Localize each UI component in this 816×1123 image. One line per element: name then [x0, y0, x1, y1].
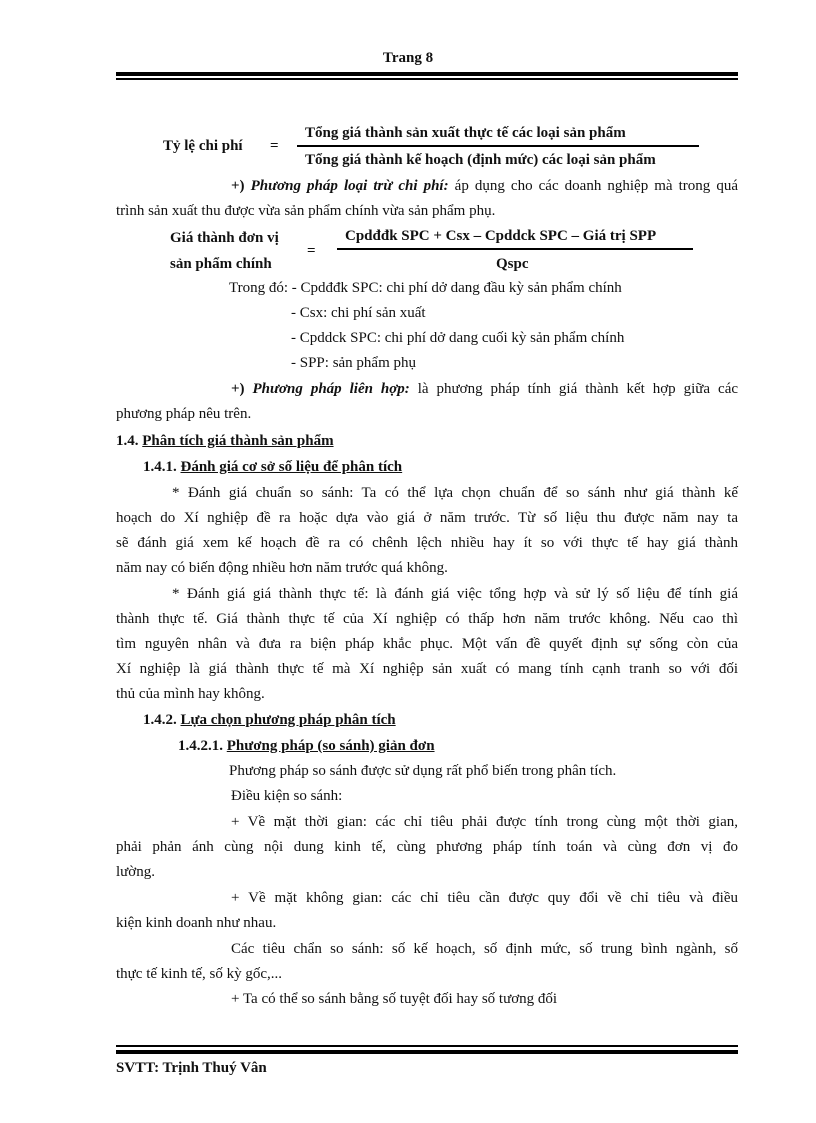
formula2-denominator: Qspc	[496, 256, 529, 272]
para-loai-tru-method: Phương pháp loại trừ chi phí:	[250, 178, 449, 194]
legend-item: - SPP: sản phẩm phụ	[291, 355, 417, 371]
section-1-4-2-1-number: 1.4.2.1.	[178, 738, 223, 754]
thoi-gian-line: lường.	[116, 864, 155, 880]
section-1-4-1-title: Đánh giá cơ sở số liệu để phân tích	[180, 459, 403, 475]
thoi-gian-line: phải phản ánh cùng nội dung kinh tế, cùng phương pháp tính toán và cùng đơn vị đo	[116, 839, 738, 855]
para-loai-tru-prefix: +)	[231, 178, 245, 194]
para-chuan-line: sẽ đánh giá xem kế hoạch đề ra có chênh lệch nhiều hay ít so với thực tế hay giá thành	[116, 535, 738, 551]
formula1-fraction-bar	[297, 145, 699, 147]
para-thuc-te-line: Xí nghiệp là giá thành thực tế mà Xí nghiệp sản xuất có mang tính cạnh tranh so với đối	[116, 661, 738, 677]
section-1-4-2-number: 1.4.2.	[143, 712, 177, 728]
section-1-4-2-heading	[143, 711, 396, 729]
formula2-label-line1: Giá thành đơn vị	[170, 230, 279, 246]
section-1-4-1-heading	[143, 458, 402, 476]
header-rule-thick	[116, 72, 738, 76]
para-loai-tru-text1: áp dụng cho các doanh nghiệp mà trong quá	[454, 178, 739, 194]
formula1-equals: =	[270, 138, 279, 154]
para-lien-hop-method: Phương pháp liên hợp:	[252, 381, 410, 397]
footer-rule-thin	[116, 1045, 738, 1047]
para-loai-tru-line2: trình sản xuất thu được vừa sản phẩm chính vừa sản phẩm phụ.	[116, 203, 496, 219]
tuyet-doi-line: + Ta có thể so sánh bằng số tuyệt đối hay số tương đối	[231, 991, 558, 1007]
para-lien-hop-text1: là phương pháp tính giá thành kết hợp giữa các	[417, 381, 739, 397]
formula1-numerator: Tổng giá thành sản xuất thực tế các loại sản phẩm	[305, 125, 626, 141]
legend-intro: Trong đó: - Cpdđđk SPC: chi phí dở dang đầu kỳ sản phẩm chính	[229, 280, 622, 296]
para-chuan-line: hoạch do Xí nghiệp đề ra hoặc dựa vào giá ở năm trước. Từ số liệu thu được năm nay ta	[116, 510, 738, 526]
para-lien-hop-line2: phương pháp nêu trên.	[116, 406, 252, 422]
section-1-4-1-number: 1.4.1.	[143, 459, 177, 475]
formula2-fraction-bar	[337, 248, 693, 250]
formula2-numerator: Cpdđđk SPC + Csx – Cpddck SPC – Giá trị SPP	[345, 228, 657, 244]
section-1-4-title: Phân tích giá thành sản phẩm	[142, 433, 334, 449]
para-lien-hop-line1	[231, 380, 738, 398]
section-1-4-2-1-title: Phương pháp (so sánh) giản đơn	[226, 738, 435, 754]
para-thuc-te-line: thủ của mình hay không.	[116, 686, 265, 702]
para-loai-tru-line1	[231, 177, 738, 195]
para-thuc-te-line: tìm nguyên nhân và đưa ra biện pháp khắc phục. Một vấn đề quyết định sự sống còn của	[116, 636, 738, 652]
para-chuan-line: năm nay có biến động nhiều hơn năm trước quá không.	[116, 560, 448, 576]
section-1-4-number: 1.4.	[116, 433, 139, 449]
formula1-denominator: Tổng giá thành kế hoạch (định mức) các loại sản phẩm	[305, 152, 656, 168]
legend-item: - Csx: chi phí sản xuất	[291, 305, 426, 321]
para-thuc-te-line: thành thực tế. Giá thành thực tế của Xí nghiệp có thấp hơn năm trước không. Nếu cao thì	[116, 611, 738, 627]
section-1-4-2-1-heading	[178, 737, 435, 755]
section-1-4-2-title: Lựa chọn phương pháp phân tích	[180, 712, 396, 728]
formula2-equals: =	[307, 243, 316, 259]
footer-rule-thick	[116, 1050, 738, 1054]
footer-author: SVTT: Trịnh Thuý Vân	[116, 1060, 267, 1076]
formula2-label-line2: sản phẩm chính	[170, 256, 272, 272]
thoi-gian-line: + Về mặt thời gian: các chỉ tiêu phải được tính trong cùng một thời gian,	[231, 814, 738, 830]
header-rule-thin	[116, 78, 738, 80]
formula1-label: Tỷ lệ chi phí	[163, 138, 243, 154]
section-1-4-heading	[116, 432, 334, 450]
body-line: Điều kiện so sánh:	[231, 788, 343, 804]
body-line: Phương pháp so sánh được sử dụng rất phổ biến trong phân tích.	[229, 763, 617, 779]
para-lien-hop-prefix: +)	[231, 381, 245, 397]
tieu-chuan-line: thực tế kinh tế, số kỳ gốc,...	[116, 966, 283, 982]
legend-item: - Cpddck SPC: chi phí dở dang cuối kỳ sản phẩm chính	[291, 330, 625, 346]
para-thuc-te-line: * Đánh giá giá thành thực tế: là đánh giá việc tổng hợp và sử lý số liệu để tính giá	[172, 586, 738, 602]
khong-gian-line: + Về mặt không gian: các chỉ tiêu cần được quy đổi về chỉ tiêu và điều	[231, 890, 738, 906]
para-chuan-line: * Đánh giá chuẩn so sánh: Ta có thể lựa chọn chuẩn để so sánh như giá thành kế	[172, 485, 738, 501]
page-header-label: Trang 8	[382, 50, 434, 66]
khong-gian-line: kiện kinh doanh như nhau.	[116, 915, 277, 931]
tieu-chuan-line: Các tiêu chẩn so sánh: số kế hoạch, số định mức, số trung bình ngành, số	[231, 941, 738, 957]
